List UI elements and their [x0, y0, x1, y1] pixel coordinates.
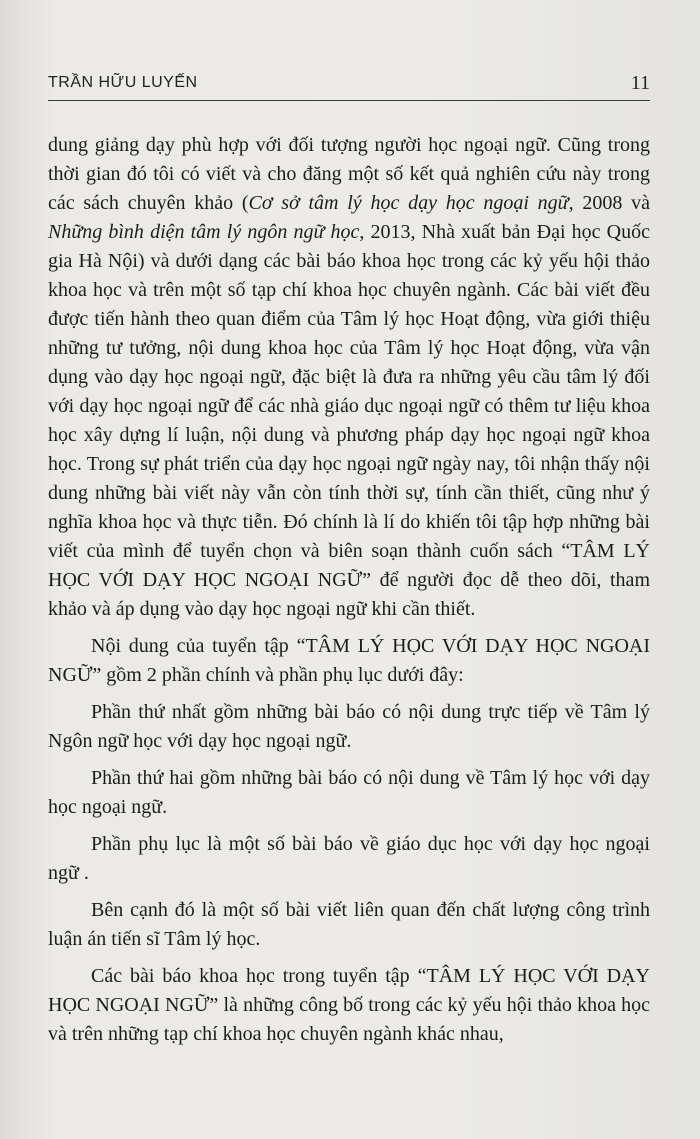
body-text	[48, 131, 650, 1049]
paragraph-4: Phần thứ hai gồm những bài báo có nội dung về Tâm lý học với dạy học ngoại ngữ.	[48, 767, 650, 818]
paragraph-2: Nội dung của tuyển tập “TÂM LÝ HỌC VỚI DẠY HỌC NGOẠI NGỮ” gồm 2 phần chính và phần phụ lục dưới đây:	[48, 635, 650, 686]
book-title-2: Những bình diện tâm lý ngôn ngữ học	[48, 221, 360, 243]
paragraph-7: Các bài báo khoa học trong tuyển tập “TÂM LÝ HỌC VỚI DẠY HỌC NGOẠI NGỮ” là những công bố trong các kỷ yếu hội thảo khoa học và trên những tạp chí khoa học chuyên ngành khác nhau,	[48, 965, 650, 1045]
paragraph-1-text-c: , 2008 và	[568, 192, 650, 214]
paragraph-1-text-e: , 2013, Nhà xuất bản Đại học Quốc gia Hà Nội) và dưới dạng các bài báo khoa học trong các kỷ yếu hội thảo khoa học và trên một số tạp chí khoa học chuyên ngành. Các bài viết đều được tiến hành theo quan điểm của Tâm lý học Hoạt động, vừa giới thiệu những tư tưởng, nội dung khoa học của Tâm lý học Hoạt động, vừa vận dụng vào dạy học ngoại ngữ, đặc biệt là đưa ra những yêu cầu tâm lý đối với dạy học ngoại ngữ để các nhà giáo dục ngoại ngữ có thêm tư liệu khoa học xây dựng lí luận, nội dung và phương pháp dạy học ngoại ngữ khoa học. Trong sự phát triển của dạy học ngoại ngữ ngày nay, tôi nhận thấy nội dung những bài viết này vẫn còn tính thời sự, tính cần thiết, cũng như ý nghĩa khoa học và thực tiễn. Đó chính là lí do khiến tôi tập hợp những bài viết của mình để tuyển chọn và biên soạn thành cuốn sách “TÂM LÝ HỌC VỚI DẠY HỌC NGOẠI NGỮ” để người đọc dễ theo dõi, tham khảo và áp dụng vào dạy học ngoại ngữ khi cần thiết.	[48, 221, 650, 620]
running-head: TRẦN HỮU LUYẾN	[48, 74, 198, 91]
paragraph-3: Phần thứ nhất gồm những bài báo có nội dung trực tiếp về Tâm lý Ngôn ngữ học với dạy học ngoại ngữ.	[48, 701, 650, 752]
paragraph-5: Phần phụ lục là một số bài báo về giáo dục học với dạy học ngoại ngữ .	[48, 833, 650, 884]
paragraph-6: Bên cạnh đó là một số bài viết liên quan đến chất lượng công trình luận án tiến sĩ Tâm lý học.	[48, 899, 650, 950]
book-title-1: Cơ sở tâm lý học dạy học ngoại ngữ	[248, 192, 569, 214]
page-number: 11	[630, 72, 650, 94]
paragraph-1-text-a: dung giảng dạy phù hợp với đối tượng người học ngoại ngữ. Cũng trong thời gian đó tôi có viết và cho đăng một số kết quả nghiên cứu này trong các sách chuyên khảo (	[48, 134, 650, 214]
paragraph-1	[48, 131, 650, 624]
page-header	[48, 70, 650, 101]
